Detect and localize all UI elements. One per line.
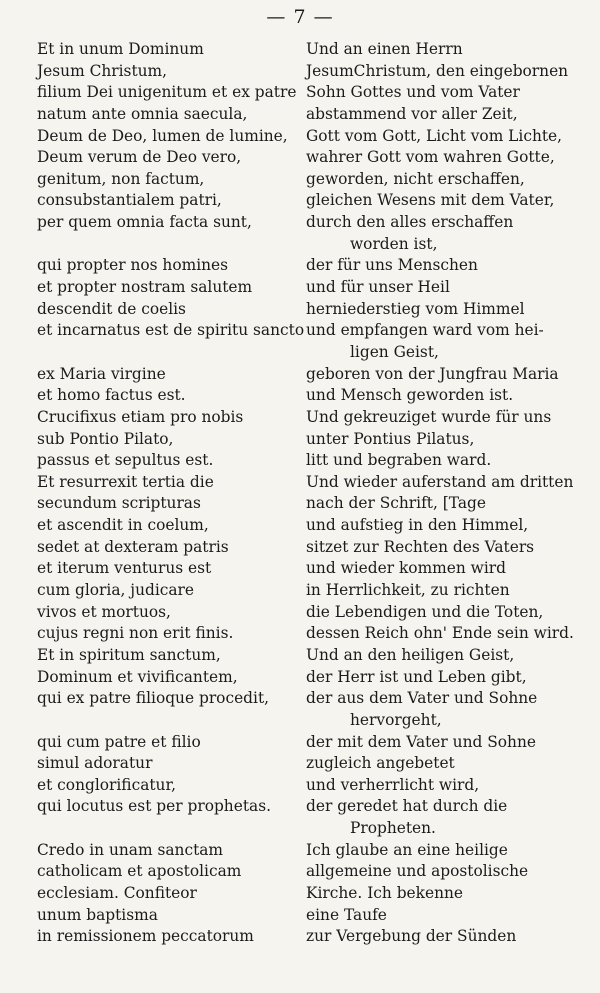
german-text-line: Und wieder auferstand am dritten [306,472,574,491]
german-text-line: gleichen Wesens mit dem Vater, [306,191,555,210]
latin-column [37,39,305,948]
german-text-line: ligen Geist, [350,342,439,361]
latin-text-line: et iterum venturus est [37,559,212,578]
german-text-line: in Herrlichkeit, zu richten [306,581,510,600]
latin-text-line: Jesum Christum, [37,61,168,80]
german-text-line: eine Taufe [306,905,387,924]
german-text-line: sitzet zur Rechten des Vaters [306,537,535,556]
latin-text-line: Et resurrexit tertia die [37,472,214,491]
latin-text-line: et ascendit in coelum, [37,516,209,535]
german-text-line: und wieder kommen wird [306,559,506,578]
german-text-line: und Mensch geworden ist. [306,386,514,405]
german-text-line: und verherrlicht wird, [306,775,480,794]
german-text-line: wahrer Gott vom wahren Gotte, [306,148,555,167]
latin-text-line: qui propter nos homines [37,256,229,275]
german-text-line: der für uns Menschen [306,256,478,275]
latin-text-line: vivos et mortuos, [37,602,171,621]
german-text-line: JesumChristum, den eingebornen [306,61,569,80]
german-text-line: abstammend vor aller Zeit, [306,104,518,123]
latin-text-line: cum gloria, judicare [37,581,195,600]
german-text-line: und für unser Heil [306,278,450,297]
latin-text-line: descendit de coelis [37,299,186,318]
latin-text-line: filium Dei unigenitum et ex patre [37,83,297,102]
latin-text-line: per quem omnia facta sunt, [37,213,252,232]
latin-text-line: cujus regni non erit finis. [37,624,234,643]
german-text-line: zur Vergebung der Sünden [306,927,517,946]
german-text-line: Und gekreuziget wurde für uns [306,407,552,426]
latin-text-line: secundum scripturas [37,494,201,513]
latin-text-line: passus et sepultus est. [37,451,214,470]
german-text-line: der geredet hat durch die [306,797,508,816]
latin-text-line: unum baptisma [37,905,158,924]
german-text-line: Kirche. Ich bekenne [306,883,464,902]
german-text-line: herniederstieg vom Himmel [306,299,525,318]
latin-text-line: consubstantialem patri, [37,191,222,210]
latin-text-line: simul adoratur [37,754,153,773]
latin-text-line: Credo in unam sanctam [37,840,224,859]
german-text-line: Sohn Gottes und vom Vater [306,83,520,102]
latin-text-line: Et in spiritum sanctum, [37,645,221,664]
latin-text-line: genitum, non factum, [37,169,205,188]
german-text-line: zugleich angebetet [306,754,455,773]
german-text-line: Propheten. [350,819,436,838]
page-number: — 7 — [266,6,334,28]
german-text-line: unter Pontius Pilatus, [306,429,475,448]
german-text-line: litt und begraben ward. [306,451,492,470]
latin-text-line: natum ante omnia saecula, [37,104,248,123]
latin-text-line [37,234,299,256]
latin-text-line: et propter nostram salutem [37,278,253,297]
german-text-line: worden ist, [350,234,438,253]
latin-text-line: Deum de Deo, lumen de lumine, [37,126,288,145]
german-text-line: Ich glaube an eine heilige [306,840,508,859]
german-text-line: allgemeine und apostolische [306,862,529,881]
german-text-line: der mit dem Vater und Sohne [306,732,536,751]
german-text-line: die Lebendigen und die Toten, [306,602,544,621]
german-text-line: und empfangen ward vom hei- [306,321,544,340]
latin-text-line: sub Pontio Pilato, [37,429,174,448]
latin-text-line: qui cum patre et filio [37,732,201,751]
latin-text-line: ex Maria virgine [37,364,166,383]
latin-text-line: in remissionem peccatorum [37,927,254,946]
latin-text-line: et homo factus est. [37,386,186,405]
latin-text-line: Deum verum de Deo vero, [37,148,242,167]
german-text-line: der Herr ist und Leben gibt, [306,667,527,686]
latin-text-line: catholicam et apostolicam [37,862,242,881]
german-text-line: der aus dem Vater und Sohne [306,689,538,708]
german-text-line: Gott vom Gott, Licht vom Lichte, [306,126,563,145]
german-text-line: nach der Schrift, [Tage [306,494,486,513]
latin-text-line [37,710,299,732]
latin-text-line: Dominum et vivificantem, [37,667,238,686]
german-text-line: geboren von der Jungfrau Maria [306,364,559,383]
german-column [306,39,574,948]
latin-text-line: et conglorificatur, [37,775,177,794]
latin-text-line [37,818,299,840]
latin-text-line: Crucifixus etiam pro nobis [37,407,244,426]
german-text-line: durch den alles erschaffen [306,213,514,232]
german-text-line: Und an einen Herrn [306,40,463,58]
latin-text-line: ecclesiam. Confiteor [37,883,197,902]
latin-text-line: qui ex patre filioque procedit, [37,689,270,708]
german-text-line: geworden, nicht erschaffen, [306,169,525,188]
german-text-line: dessen Reich ohn' Ende sein wird. [306,624,574,643]
german-text-line: und aufstieg in den Himmel, [306,516,529,535]
german-text-line: Und an den heiligen Geist, [306,645,515,664]
latin-text-line: qui locutus est per prophetas. [37,797,271,816]
latin-text-line [37,342,299,364]
latin-text-line: et incarnatus est de spiritu sancto [37,321,305,340]
german-text-line: hervorgeht, [350,710,442,729]
latin-text-line: sedet at dexteram patris [37,537,229,556]
latin-text-line: Et in unum Dominum [37,40,204,58]
